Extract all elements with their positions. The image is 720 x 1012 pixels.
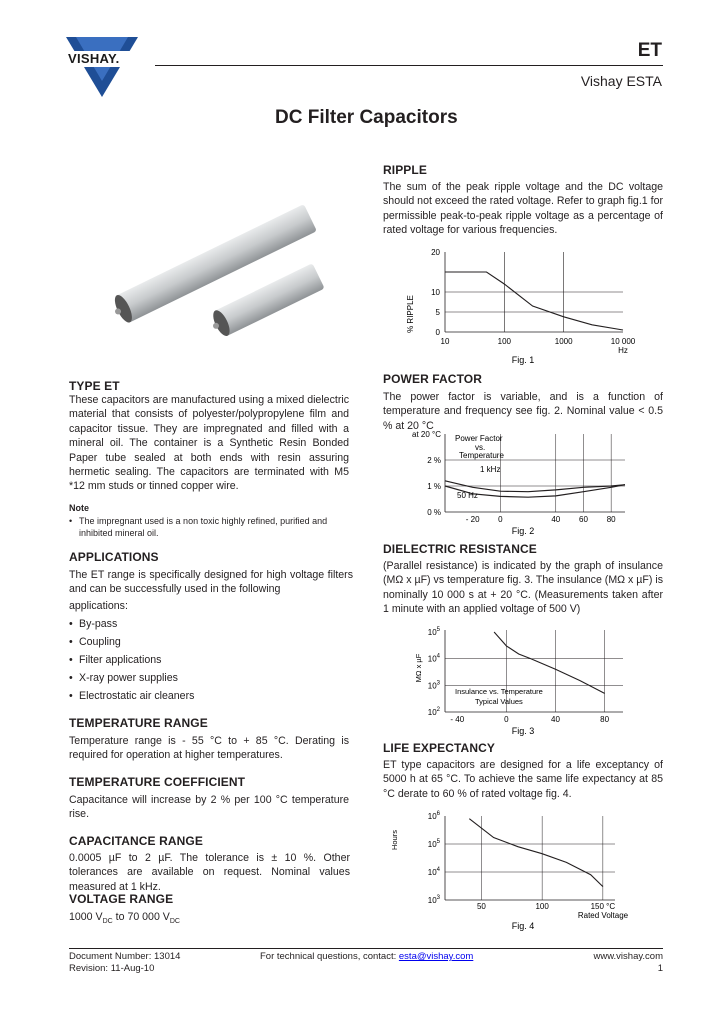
fig3-ytick <box>428 654 441 664</box>
voltage-to: to <box>112 911 128 923</box>
capacitor-large <box>109 204 317 326</box>
voltage-subscript: DC <box>169 918 180 926</box>
fig4-chart <box>383 808 663 938</box>
fig3-curve <box>494 632 604 693</box>
life-expectancy-body: ET type capacitors are designed for a life exceptancy of 5000 h at 65 °C. To achieve the same life expectancy at 85 °C derate to 60 % of rated voltage fig. 4. <box>383 759 663 800</box>
list-item: • Electrostatic air cleaners <box>69 687 194 705</box>
fig4-xtick: 150 °C <box>590 902 616 911</box>
vishay-logo <box>66 37 138 99</box>
fig1-ylabel: % RIPPLE <box>406 295 415 333</box>
fig2-xtick: 0 <box>498 515 503 524</box>
fig4-ytick-base: 10 <box>427 868 437 877</box>
footer-rule <box>69 948 663 949</box>
fig4-ytick-exp: 4 <box>436 867 440 873</box>
list-item: • Coupling <box>69 633 194 651</box>
page-number: 1 <box>657 963 663 974</box>
ripple-heading: RIPPLE <box>383 163 427 177</box>
type-body: These capacitors are manufactured using a mixed dielectric material that consists of polyester/polypropylene film and capacitor tissue. They are impregnated and filled with a mineral oil. The container is a Synthetic Resin Bonded Paper tube sealed at both ends with resin assuring hermetic sealing. The capacitors are terminated with M5 *12 mm studs or tinned copper wire. <box>69 394 349 493</box>
website[interactable]: www.vishay.com <box>593 951 663 962</box>
capacitance-range-body: 0.0005 µF to 2 µF. The tolerance is ± 10 %. Other tolerances are available on request. Nominal values measured at 1 kHz. <box>69 852 350 893</box>
power-factor-heading: POWER FACTOR <box>383 372 482 386</box>
voltage-range-body <box>69 910 180 930</box>
fig4-ytick-base: 10 <box>427 840 437 849</box>
fig2-legend-line: vs. <box>475 443 486 452</box>
revision: Revision: 11-Aug-10 <box>69 963 155 974</box>
fig2-legend-line: Power Factor <box>455 434 503 443</box>
fig2-label-1khz: 1 kHz <box>480 465 501 474</box>
fig1-chart <box>383 240 663 365</box>
product-photo <box>100 185 350 345</box>
voltage-range-heading: VOLTAGE RANGE <box>69 892 174 906</box>
fig3-ytick-base: 10 <box>427 628 437 637</box>
fig1-ytick: 5 <box>435 308 440 317</box>
temperature-coefficient-heading: TEMPERATURE COEFFICIENT <box>69 775 246 789</box>
applications-body: The ET range is specifically designed for high voltage filters and can be successfully used in the following <box>69 569 353 596</box>
fig1-ytick: 10 <box>431 288 440 297</box>
fig2-legend-line: Temperature <box>459 451 504 460</box>
fig3-ytick-base: 10 <box>427 681 437 691</box>
fig1-ytick: 0 <box>435 328 440 337</box>
fig4-ytick-exp: 5 <box>436 839 440 845</box>
fig2-chart <box>383 426 663 538</box>
fig2-caption: Fig. 2 <box>511 526 535 536</box>
fig3-xtick: 0 <box>504 715 509 724</box>
fig3-xtick: - 40 <box>450 715 465 724</box>
fig4-xtick: 100 <box>535 902 549 911</box>
fig2-xtick: 40 <box>551 515 561 524</box>
logo-text: VISHAY. <box>68 51 120 66</box>
product-code: ET <box>637 40 662 61</box>
fig2-xtick: 60 <box>579 515 588 524</box>
fig3-ytick <box>428 707 441 717</box>
fig4-ylabel: Hours <box>390 829 399 851</box>
fig2-ytick: 0 % <box>427 508 441 517</box>
fig3-caption: Fig. 3 <box>511 726 535 736</box>
doc-number: Document Number: 13014 <box>69 951 181 962</box>
header-rule <box>155 65 663 66</box>
fig3-legend-line: Insulance vs. Temperature <box>455 687 543 696</box>
fig4-ytick <box>428 867 441 877</box>
contact-prefix: For technical questions, contact: <box>260 951 399 962</box>
fig4-xtick: 50 <box>476 902 486 911</box>
dielectric-resistance-heading: DIELECTRIC RESISTANCE <box>383 542 537 556</box>
temperature-coefficient-body: Capacitance will increase by 2 % per 100 °C temperature rise. <box>69 794 349 821</box>
page-title: DC Filter Capacitors <box>275 107 458 128</box>
fig1-xunit: Hz <box>618 346 628 355</box>
list-item: • Filter applications <box>69 651 194 669</box>
applications-list <box>69 615 194 705</box>
fig1-xtick: 100 <box>497 337 512 346</box>
fig4-caption: Fig. 4 <box>511 921 535 931</box>
fig2-xtick: - 20 <box>465 515 480 524</box>
fig3-ytick <box>428 627 441 637</box>
fig3-ytick <box>428 680 441 690</box>
fig2-ytick: 1 % <box>427 482 441 491</box>
applications-lead: applications: <box>69 600 128 612</box>
temperature-range-heading: TEMPERATURE RANGE <box>69 716 208 730</box>
fig4-ytick <box>428 811 441 821</box>
fig4-ytick <box>428 895 441 905</box>
voltage-max: 70 000 V <box>127 911 170 923</box>
fig2-xtick: 80 <box>606 515 616 524</box>
fig3-xtick: 40 <box>551 715 560 724</box>
fig3-ytick-base: 10 <box>427 708 437 717</box>
contact-line <box>260 951 473 963</box>
fig2-ytick: 2 % <box>427 456 441 465</box>
fig3-ytick-exp: 3 <box>436 680 440 687</box>
power-factor-body: The power factor is variable, and is a function of temperature and frequency see fig. 2. Nominal value < 0.5 % at 20 °C <box>383 391 663 432</box>
fig1-caption: Fig. 1 <box>511 355 535 365</box>
contact-email-link[interactable]: esta@vishay.com <box>398 951 474 962</box>
fig1-ytick: 20 <box>431 248 440 257</box>
fig2-label-50hz: 50 Hz <box>457 491 478 500</box>
fig3-legend-line: Typical Values <box>475 697 523 706</box>
type-heading: TYPE ET <box>69 379 120 393</box>
dielectric-resistance-body: (Parallel resistance) is indicated by the graph of insulance (MΩ x µF) vs temperature fig. 3. The insulance (MΩ x µF) is nominally 10 000 s at + 20 °C. (Measurements taken after 1 minute with an applied voltage of 500 V) <box>383 560 663 616</box>
fig3-ytick-exp: 4 <box>436 653 440 660</box>
note-label: Note <box>69 503 89 513</box>
ripple-body: The sum of the peak ripple voltage and the DC voltage should not exceed the rated voltage. Refer to graph fig.1 for permissible peak-to-peak ripple voltage as a percentage of rated voltage for various frequencies. <box>383 181 663 237</box>
capacitance-range-heading: CAPACITANCE RANGE <box>69 834 203 848</box>
fig4-xunit: Rated Voltage <box>577 911 629 920</box>
list-item: • X-ray power supplies <box>69 669 194 687</box>
fig4-curve <box>469 819 603 887</box>
fig3-ytick-exp: 2 <box>436 707 440 713</box>
fig3-ylabel: MΩ x µF <box>414 653 423 683</box>
fig3-xtick: 80 <box>600 715 610 724</box>
fig3-ytick-base: 10 <box>427 654 437 664</box>
fig3-ytick-exp: 5 <box>436 627 440 633</box>
list-item: • By-pass <box>69 615 194 633</box>
note-item: • The impregnant used is a non toxic highly refined, purified and inhibited mineral oil. <box>69 515 361 539</box>
division-name: Vishay ESTA <box>580 73 662 89</box>
fig4-ytick-exp: 6 <box>436 811 440 817</box>
fig1-xtick: 1000 <box>554 337 573 346</box>
fig1-xtick: 10 <box>440 337 450 346</box>
life-expectancy-heading: LIFE EXPECTANCY <box>383 741 495 755</box>
fig1-curve <box>445 272 623 330</box>
voltage-subscript: DC <box>102 918 113 926</box>
applications-heading: APPLICATIONS <box>69 550 159 564</box>
temperature-range-body: Temperature range is - 55 °C to + 85 °C. Derating is required for operation at higher temperatures. <box>69 735 349 762</box>
fig2-ytick: at 20 °C <box>412 430 441 439</box>
fig4-ytick-base: 10 <box>427 896 437 905</box>
fig1-xtick: 10 000 <box>610 337 636 346</box>
fig4-ytick-exp: 3 <box>436 895 440 901</box>
voltage-min: 1000 V <box>69 911 103 923</box>
fig4-ytick-base: 10 <box>427 812 437 821</box>
fig4-ytick <box>428 839 441 849</box>
fig3-chart <box>383 622 663 740</box>
